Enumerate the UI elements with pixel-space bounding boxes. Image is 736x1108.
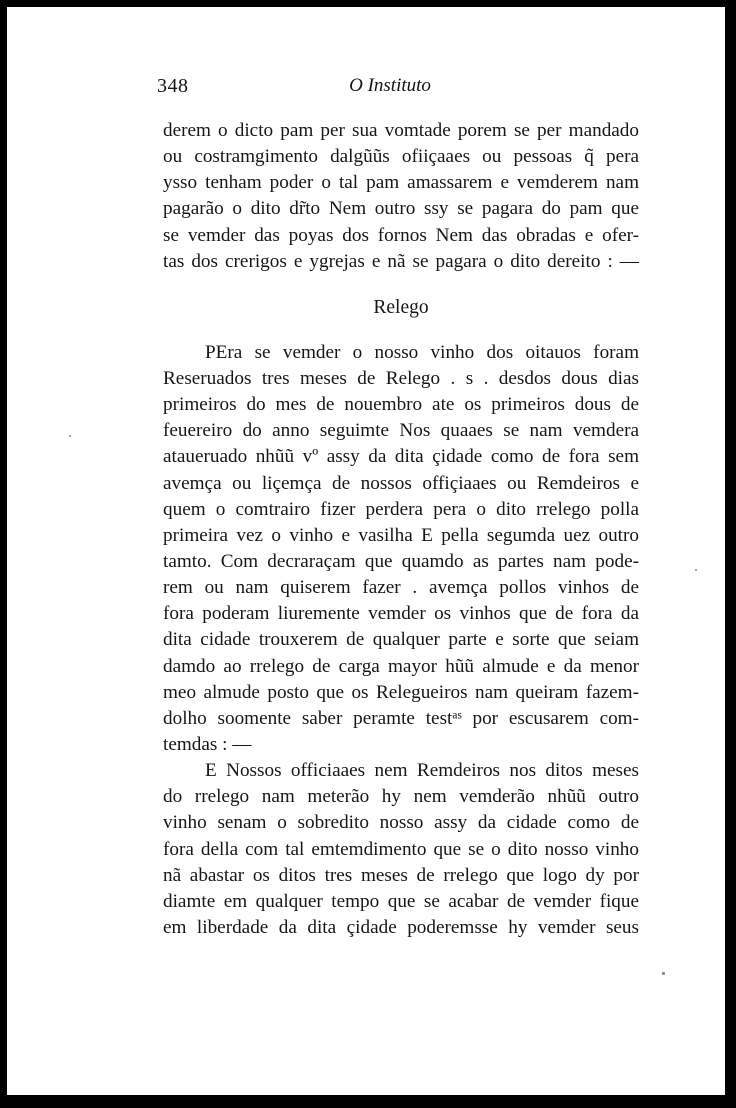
text-line: ysso tenham poder o tal pam amassarem e vemderem nam — [163, 172, 639, 194]
book-page — [7, 7, 725, 1095]
running-title: O Instituto — [349, 75, 431, 96]
text-line: do rrelego nam meterão hy nem vemderão nhũũ outro — [163, 786, 639, 808]
paper-speck — [695, 569, 697, 571]
text-line: dita cidade trouxerem de qualquer parte e sorte que seiam — [163, 629, 639, 651]
page-header — [7, 73, 725, 103]
text-line: tamto. Com decraraçam que quamdo as partes nam pode- — [163, 550, 639, 572]
text-line: Reseruados tres meses de Relego . s . desdos dous dias — [163, 367, 639, 389]
text-line: se vemder das poyas dos fornos Nem das obradas e ofer- — [163, 224, 639, 246]
text-line: tas dos crerigos e ygrejas e nã se pagara o dito dereito : — — [163, 250, 639, 272]
text-line: derem o dicto pam per sua vomtade porem se per mandado — [163, 120, 639, 141]
body-text — [163, 118, 639, 941]
text-line: pagarão o dito dr̃to Nem outro ssy se pagara do pam que — [163, 198, 639, 220]
text-line: feuereiro do anno seguimte Nos quaaes se nam vemdera — [163, 420, 639, 442]
text-line: quem o comtrairo fizer perdera pera o dito rrelego polla — [163, 498, 639, 520]
text-line: primeira vez o vinho e vasilha E pella segumda uez outro — [163, 524, 639, 546]
section-1-text — [163, 118, 639, 275]
text-line: fora poderam liuremente vemder os vinhos que de fora da — [163, 603, 639, 625]
paper-speck — [662, 972, 665, 975]
text-line: fora della com tal emtemdimento que se o dito nosso vinho — [163, 838, 639, 860]
text-line: PEra se vemder o nosso vinho dos oitauos foram — [205, 341, 639, 363]
text-line: temdas : — — [163, 733, 252, 755]
paper-speck — [69, 435, 71, 437]
text-line: damdo ao rrelego de carga mayor hũũ almude e da menor — [163, 655, 639, 677]
text-line: primeiros do mes de nouembro ate os primeiros dous de — [163, 394, 639, 416]
page-number: 348 — [157, 75, 189, 97]
section-heading: Relego — [373, 296, 429, 318]
text-line: dolho soomente saber peramte testᵃˢ por escusarem com- — [163, 707, 639, 729]
text-line: diamte em qualquer tempo que se acabar de vemder fique — [163, 890, 639, 912]
text-line: avemça ou liçemça de nossos offiçiaaes ou Remdeiros e — [163, 472, 639, 494]
text-line: meo almude posto que os Relegueiros nam queiram fazem- — [163, 681, 639, 703]
paragraph-2 — [163, 758, 639, 941]
text-line: E Nossos officiaaes nem Remdeiros nos ditos meses — [205, 760, 639, 782]
text-line: em liberdade da dita çidade poderemsse hy vemder seus — [163, 916, 639, 938]
text-line: ou costramgimento dalgũũs ofiiçaaes ou pessoas q̃ pera — [163, 146, 639, 168]
text-line: vinho senam o sobredito nosso assy da cidade como de — [163, 812, 639, 834]
text-line: rem ou nam quiserem fazer . avemça pollos vinhos de — [163, 577, 639, 599]
text-line: nã abastar os ditos tres meses de rrelego que logo dy por — [163, 864, 639, 886]
text-line: ataueruado nhũũ vº assy da dita çidade como de fora sem — [163, 446, 639, 468]
paragraph-1 — [163, 340, 639, 758]
